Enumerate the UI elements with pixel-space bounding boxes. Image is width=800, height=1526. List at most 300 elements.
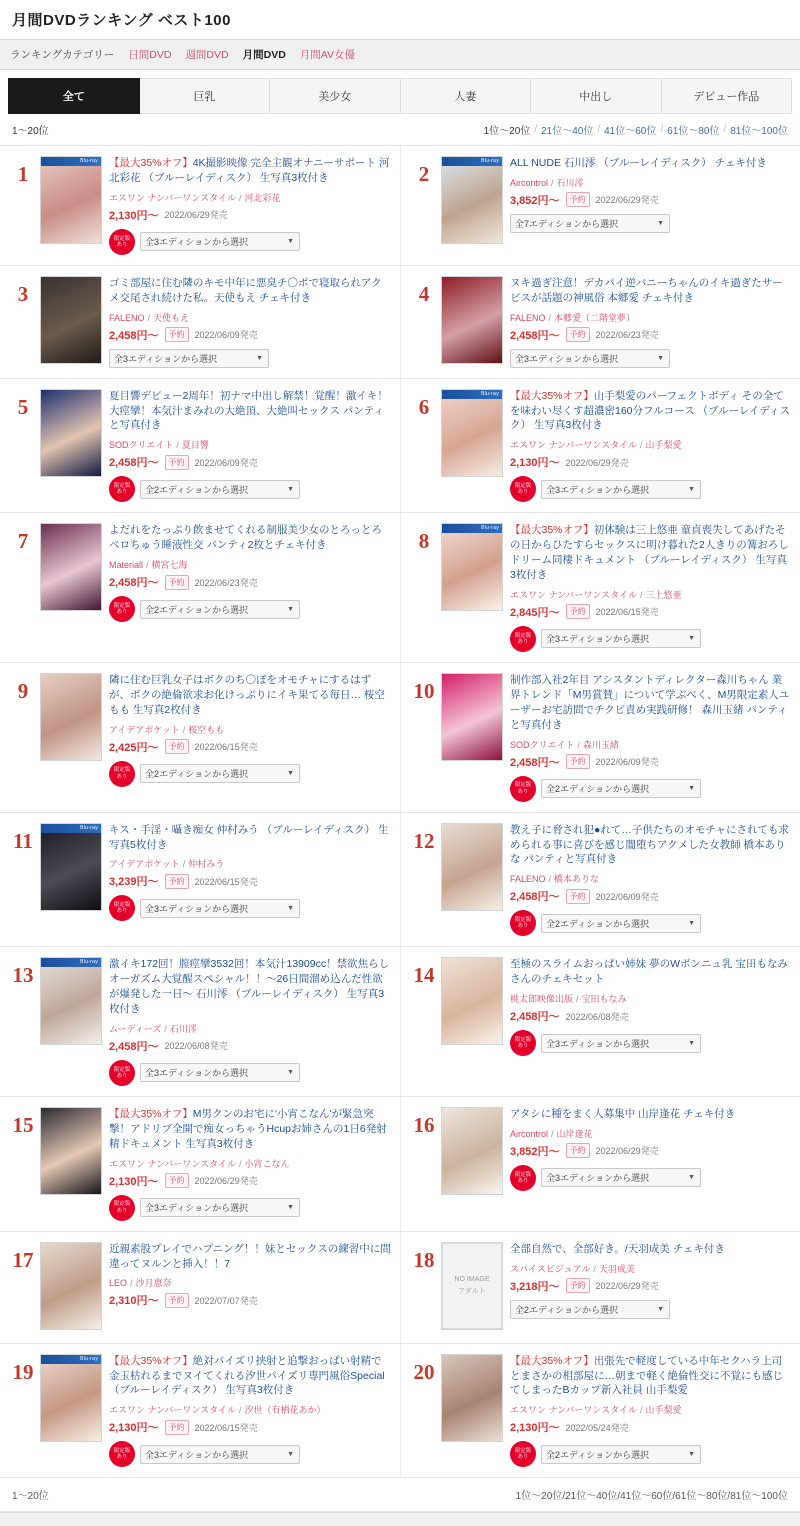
limited-edition-badge-line1: 限定版 xyxy=(113,235,131,242)
product-title-link[interactable] xyxy=(510,1354,792,1399)
thumbnail-link[interactable] xyxy=(40,1107,102,1221)
discount-label: 【最大35%オフ】 xyxy=(109,1107,193,1120)
ranking-item[interactable] xyxy=(400,513,800,663)
price: 3,852円〜 xyxy=(510,194,560,207)
item-info xyxy=(109,389,392,503)
bottom-pager-link-1[interactable]: 21位〜40位 xyxy=(565,1491,618,1503)
chevron-down-icon: ▼ xyxy=(688,1174,695,1182)
rank-number: 18 xyxy=(413,1247,435,1272)
product-thumbnail[interactable] xyxy=(441,276,503,364)
chevron-down-icon: ▼ xyxy=(688,919,695,927)
product-thumbnail[interactable] xyxy=(441,823,503,911)
genre-tabs xyxy=(0,70,800,114)
actress-link[interactable]: 森川玉緒 xyxy=(582,739,619,750)
limited-edition-badge-line2: あり xyxy=(116,609,128,616)
thumbnail-link[interactable] xyxy=(40,523,102,652)
chevron-down-icon: ▼ xyxy=(287,1204,294,1212)
actress-link[interactable]: 橋本ありな xyxy=(554,874,600,885)
maker-link[interactable]: FALENO xyxy=(510,312,546,323)
edition-select-value: 全7エディションから選択 xyxy=(515,218,619,229)
ranking-item[interactable] xyxy=(400,379,800,514)
ranking-item[interactable] xyxy=(0,1097,400,1232)
tab-4[interactable]: 中出し xyxy=(531,78,662,114)
category-link-0[interactable]: 日間DVD xyxy=(128,49,172,61)
edition-select[interactable] xyxy=(140,764,300,783)
thumbnail-link[interactable] xyxy=(441,156,503,255)
price: 2,458円〜 xyxy=(109,1040,159,1053)
bluray-badge: Blu-ray xyxy=(41,958,101,967)
product-title-link[interactable] xyxy=(510,156,792,171)
product-thumbnail[interactable] xyxy=(40,389,102,477)
maker-link[interactable]: SODクリエイト xyxy=(510,739,575,750)
edition-select[interactable] xyxy=(140,232,300,251)
thumbnail-link[interactable] xyxy=(441,1354,503,1468)
limited-edition-badge-line1: 限定版 xyxy=(514,1036,532,1043)
thumbnail-link[interactable] xyxy=(441,523,503,652)
product-title-link[interactable] xyxy=(109,823,392,853)
edition-select-value: 全3エディションから選択 xyxy=(145,1203,249,1214)
category-link-1[interactable]: 週間DVD xyxy=(185,49,229,61)
edition-select[interactable] xyxy=(140,1445,300,1464)
actress-link[interactable]: 小宵こなん xyxy=(244,1158,290,1169)
release-date: 2022/06/29発売 xyxy=(595,1146,659,1157)
release-date: 2022/06/29発売 xyxy=(164,210,228,221)
maker-actress-separator: / xyxy=(182,859,186,870)
edition-select[interactable] xyxy=(109,349,269,368)
price-line xyxy=(510,1143,792,1159)
item-info xyxy=(109,1242,392,1333)
product-title-link[interactable] xyxy=(109,673,392,718)
maker-link[interactable]: Aircontrol xyxy=(510,177,549,188)
maker-link[interactable]: Aircontrol xyxy=(510,1128,549,1139)
maker-actress xyxy=(510,872,792,885)
maker-actress-separator: / xyxy=(639,440,643,451)
top-pager-link-2[interactable]: 41位〜60位 xyxy=(604,126,657,137)
release-date: 2022/06/29発売 xyxy=(595,1281,659,1292)
thumbnail-link[interactable] xyxy=(40,1354,102,1468)
release-date: 2022/06/23発売 xyxy=(194,577,258,588)
thumbnail-link[interactable] xyxy=(441,1107,503,1221)
limited-edition-badge-line1: 限定版 xyxy=(113,602,131,609)
price-line xyxy=(510,1008,792,1024)
edition-bar xyxy=(510,626,792,652)
maker-actress-separator: / xyxy=(164,1023,167,1034)
limited-edition-badge xyxy=(109,596,135,622)
preorder-badge: 予約 xyxy=(165,739,189,754)
rank-number: 1 xyxy=(17,162,29,186)
price-line xyxy=(109,1292,392,1308)
thumbnail-link[interactable] xyxy=(441,957,503,1086)
maker-link[interactable]: エスワン ナンバーワンスタイル xyxy=(109,1405,236,1416)
price-line xyxy=(510,1278,792,1294)
edition-bar xyxy=(109,349,392,368)
maker-link[interactable]: エスワン ナンバーワンスタイル xyxy=(109,192,236,203)
maker-link[interactable]: FALENO xyxy=(510,874,546,885)
actress-link[interactable]: 夏目響 xyxy=(181,440,209,451)
product-title-link[interactable] xyxy=(109,389,392,434)
bottom-pager-link-0: 1位〜20位 xyxy=(515,1491,563,1503)
release-date: 2022/06/15発売 xyxy=(194,742,258,753)
category-bar xyxy=(0,40,800,70)
ranking-item[interactable] xyxy=(0,663,400,813)
thumbnail-link[interactable] xyxy=(441,1242,503,1333)
price-line xyxy=(109,454,392,470)
price: 2,845円〜 xyxy=(510,606,560,619)
actress-link[interactable]: 仲村みう xyxy=(188,859,225,870)
rank-number: 13 xyxy=(12,963,34,988)
edition-bar xyxy=(109,229,392,255)
actress-link[interactable]: 天使もえ xyxy=(153,312,190,323)
product-thumbnail[interactable] xyxy=(40,823,102,911)
limited-edition-badge-line1: 限定版 xyxy=(514,917,532,923)
edition-bar xyxy=(510,776,792,802)
maker-actress xyxy=(109,1276,392,1289)
product-thumbnail[interactable] xyxy=(441,673,503,761)
product-thumbnail[interactable] xyxy=(441,1107,503,1195)
edition-select-value: 全3エディションから選択 xyxy=(546,1038,650,1049)
edition-select[interactable] xyxy=(140,600,300,619)
item-info xyxy=(109,823,392,937)
limited-edition-badge xyxy=(510,476,536,502)
product-title-link[interactable] xyxy=(510,1107,792,1122)
ranking-item[interactable] xyxy=(0,1232,400,1344)
product-title-link[interactable] xyxy=(510,823,792,868)
thumbnail-link[interactable] xyxy=(441,823,503,937)
product-thumbnail[interactable] xyxy=(441,389,503,477)
category-link-3[interactable]: 月間AV女優 xyxy=(299,49,356,61)
thumbnail-link[interactable] xyxy=(40,1242,102,1333)
limited-edition-badge-line2: あり xyxy=(517,1177,529,1184)
actress-link[interactable]: 三上悠亜 xyxy=(645,589,682,600)
maker-link[interactable]: ムーディーズ xyxy=(109,1023,162,1034)
product-thumbnail[interactable] xyxy=(40,957,102,1045)
maker-link[interactable]: SODクリエイト xyxy=(109,440,174,451)
bluray-badge: Blu-ray xyxy=(442,157,502,166)
maker-actress xyxy=(510,1262,792,1275)
limited-edition-badge xyxy=(109,1441,135,1467)
product-title-text: 激イキ172回！膣痙攣3532回！本気汁13909cc！禁欲焦らしオーガズム大覚醒スペシャル！！〜26日間溜め込んだ性欲が爆発した一日〜 石川澪 （ブルーレイディスク） 生写真3枚付き xyxy=(109,958,390,1016)
limited-edition-badge-line2: あり xyxy=(116,1207,128,1214)
product-title-link[interactable] xyxy=(510,957,792,987)
top-pager xyxy=(0,114,800,146)
bottom-pager-link-4[interactable]: 81位〜100位 xyxy=(730,1491,788,1503)
maker-actress xyxy=(109,558,392,571)
price: 3,218円〜 xyxy=(510,1280,560,1293)
limited-edition-badge-line1: 限定版 xyxy=(113,902,131,909)
ranking-item[interactable] xyxy=(0,266,400,379)
price-line xyxy=(109,1173,392,1189)
bottom-pager-separator: / xyxy=(617,1491,621,1503)
maker-link[interactable]: アイデアポケット xyxy=(109,859,180,870)
maker-link[interactable]: スパイスビジュアル xyxy=(510,1263,591,1274)
item-info xyxy=(109,957,392,1086)
edition-select[interactable] xyxy=(140,1198,300,1217)
maker-actress-separator: / xyxy=(238,1158,242,1169)
maker-actress-separator: / xyxy=(577,739,580,750)
cover-art xyxy=(41,1355,101,1441)
price: 2,130円〜 xyxy=(109,1175,159,1188)
edition-select[interactable] xyxy=(140,899,300,918)
product-title-link[interactable] xyxy=(510,389,792,434)
item-info xyxy=(510,1242,792,1333)
product-title-link[interactable] xyxy=(510,276,792,306)
product-title-link[interactable] xyxy=(510,523,792,583)
cover-art xyxy=(41,1243,101,1329)
product-title-text: 近親素股プレイでハプニング！！妹とセックスの練習中に間違ってヌルンと挿入！！7 xyxy=(109,1242,391,1270)
actress-link[interactable]: 宝田もなみ xyxy=(581,994,627,1005)
thumbnail-link[interactable] xyxy=(441,673,503,802)
product-title-link[interactable] xyxy=(109,276,392,306)
top-pager-separator: / xyxy=(534,124,538,135)
tab-2[interactable]: 美少女 xyxy=(270,78,401,114)
maker-link[interactable]: FALENO xyxy=(109,312,145,323)
price: 2,425円〜 xyxy=(109,741,159,754)
maker-link[interactable]: エスワン ナンバーワンスタイル xyxy=(109,1158,236,1169)
ranking-item[interactable] xyxy=(0,813,400,948)
product-title-link[interactable] xyxy=(109,523,392,553)
ranking-item[interactable] xyxy=(0,513,400,663)
ranking-item[interactable] xyxy=(400,813,800,948)
product-thumbnail[interactable] xyxy=(40,1242,102,1330)
ranking-item[interactable] xyxy=(400,947,800,1097)
edition-select[interactable] xyxy=(541,1034,701,1053)
cover-art xyxy=(442,824,502,910)
product-thumbnail[interactable] xyxy=(40,1107,102,1195)
rank-number: 12 xyxy=(413,828,435,853)
actress-link[interactable]: 山岸逢花 xyxy=(556,1128,593,1139)
actress-link[interactable]: 本郷愛（二階堂夢） xyxy=(554,312,636,323)
edition-select[interactable] xyxy=(541,779,701,798)
edition-select[interactable] xyxy=(541,914,701,933)
cover-art xyxy=(41,1108,101,1194)
product-title-link[interactable] xyxy=(109,156,392,186)
product-title-text: 4K撮影映像 完全主観オナニーサポート 河北彩花 （ブルーレイディスク） 生写真3枚付き xyxy=(109,157,390,184)
product-thumbnail[interactable] xyxy=(40,673,102,761)
cover-art xyxy=(442,674,502,760)
actress-link[interactable]: 沙月恵奈 xyxy=(135,1278,172,1289)
pager-range: 1〜20位 xyxy=(12,126,49,137)
limited-edition-badge-line2: あり xyxy=(517,1043,529,1050)
maker-actress-separator: / xyxy=(593,1263,596,1274)
rank-number: 11 xyxy=(13,828,33,853)
ranking-item[interactable] xyxy=(400,1344,800,1479)
maker-actress-separator: / xyxy=(639,589,643,600)
chevron-down-icon: ▼ xyxy=(657,1305,664,1313)
edition-bar xyxy=(510,214,792,233)
bottom-pager-separator: / xyxy=(727,1491,731,1503)
product-title-text: 制作部入社2年目 アシスタントディレクター森川ちゃん 業界トレンド「M男賞賛」について学ぶべく、M男限定素人ユーザーお宅訪問でチクビ責め実践研修！ 森川玉緒 パンティと写真付き xyxy=(510,673,790,731)
chevron-down-icon: ▼ xyxy=(287,904,294,912)
limited-edition-badge xyxy=(510,776,536,802)
ranking-item[interactable] xyxy=(0,146,400,266)
ranking-item[interactable] xyxy=(400,663,800,813)
bottom-pager-link-3[interactable]: 61位〜80位 xyxy=(675,1491,728,1503)
limited-edition-badge-line2: あり xyxy=(116,773,128,780)
edition-select[interactable] xyxy=(510,1300,670,1319)
maker-link[interactable]: LEO xyxy=(109,1278,128,1289)
cover-art xyxy=(41,390,101,476)
actress-link[interactable]: 天羽成美 xyxy=(598,1263,635,1274)
product-title-text: ALL NUDE 石川澪 （ブルーレイディスク） チェキ付き xyxy=(510,157,767,169)
no-image-label: NO IMAGE xyxy=(454,1275,490,1283)
pager-links xyxy=(484,122,788,137)
maker-actress xyxy=(109,311,392,324)
preorder-badge: 予約 xyxy=(566,1278,590,1293)
edition-bar xyxy=(510,910,792,936)
thumbnail-link[interactable] xyxy=(40,823,102,937)
limited-edition-badge xyxy=(109,761,135,787)
maker-actress-separator: / xyxy=(548,312,552,323)
top-pager-link-1[interactable]: 21位〜40位 xyxy=(541,126,594,137)
ranking-item[interactable] xyxy=(400,266,800,379)
bottom-pager-link-2[interactable]: 41位〜60位 xyxy=(620,1491,673,1503)
tab-0[interactable]: 全て xyxy=(8,78,140,114)
limited-edition-badge-line1: 限定版 xyxy=(113,1066,131,1073)
price: 2,310円〜 xyxy=(109,1295,159,1308)
actress-link[interactable]: 石川澪 xyxy=(556,177,584,188)
edition-bar xyxy=(510,1165,792,1191)
price-line xyxy=(510,754,792,770)
ranking-item[interactable] xyxy=(400,146,800,266)
release-date: 2022/06/09発売 xyxy=(595,891,659,902)
rank-number: 9 xyxy=(17,678,29,703)
thumbnail-link[interactable] xyxy=(441,276,503,368)
tab-5[interactable]: デビュー作品 xyxy=(662,78,793,114)
product-thumbnail[interactable] xyxy=(441,1242,503,1330)
maker-link[interactable]: アイデアポケット xyxy=(109,724,180,735)
edition-bar xyxy=(109,761,392,787)
category-link-2[interactable]: 月間DVD xyxy=(242,49,286,61)
maker-actress-separator: / xyxy=(130,1278,133,1289)
ranking-item[interactable] xyxy=(400,1232,800,1344)
product-title-link[interactable] xyxy=(109,1354,392,1399)
top-pager-link-3[interactable]: 61位〜80位 xyxy=(667,126,720,137)
ranking-item[interactable] xyxy=(0,379,400,514)
actress-link[interactable]: 山手梨愛 xyxy=(645,440,682,451)
ranking-item[interactable] xyxy=(0,1344,400,1479)
thumbnail-link[interactable] xyxy=(441,389,503,503)
product-title-link[interactable] xyxy=(109,1107,392,1152)
edition-select[interactable] xyxy=(541,629,701,648)
tab-3[interactable]: 人妻 xyxy=(401,78,532,114)
price-line xyxy=(510,888,792,904)
rank-number: 15 xyxy=(12,1112,34,1137)
top-pager-link-4[interactable]: 81位〜100位 xyxy=(730,126,788,137)
limited-edition-badge xyxy=(510,626,536,652)
edition-bar xyxy=(109,1441,392,1467)
product-title-text: キス・手淫・囁き痴女 仲村みう （ブルーレイディスク） 生写真5枚付き xyxy=(109,823,389,851)
price: 2,458円〜 xyxy=(109,577,159,590)
rank-number: 2 xyxy=(418,162,430,186)
item-info xyxy=(510,389,792,503)
maker-actress xyxy=(510,176,792,189)
maker-link[interactable]: エスワン ナンバーワンスタイル xyxy=(510,440,637,451)
limited-edition-badge-line2: あり xyxy=(116,489,128,496)
ranking-item[interactable] xyxy=(0,947,400,1097)
cover-art xyxy=(41,824,101,910)
actress-link[interactable]: 山手梨愛 xyxy=(645,1405,682,1416)
price: 2,458円〜 xyxy=(109,457,159,470)
limited-edition-badge-line1: 限定版 xyxy=(514,483,532,490)
product-thumbnail[interactable] xyxy=(441,1354,503,1442)
actress-link[interactable]: 横宮七海 xyxy=(151,560,188,571)
product-title-link[interactable] xyxy=(109,1242,392,1272)
maker-actress-separator: / xyxy=(639,1405,643,1416)
product-thumbnail[interactable] xyxy=(441,156,503,244)
price-line xyxy=(109,873,392,889)
product-title-link[interactable] xyxy=(510,673,792,733)
actress-link[interactable]: 河北彩花 xyxy=(244,192,281,203)
product-thumbnail[interactable] xyxy=(441,957,503,1045)
maker-actress xyxy=(109,857,392,870)
limited-edition-badge xyxy=(510,910,536,936)
release-date: 2022/07/07発売 xyxy=(194,1295,258,1306)
thumbnail-link[interactable] xyxy=(40,957,102,1086)
edition-select[interactable] xyxy=(541,1168,701,1187)
thumbnail-link[interactable] xyxy=(40,673,102,802)
actress-link[interactable]: 汐世（有栖花あか） xyxy=(244,1405,326,1416)
limited-edition-badge-line1: 限定版 xyxy=(113,483,131,490)
actress-link[interactable]: 桜空もも xyxy=(188,724,225,735)
item-info xyxy=(109,276,392,368)
price: 2,130円〜 xyxy=(109,1422,159,1435)
product-thumbnail[interactable] xyxy=(441,523,503,611)
product-title-text: 絶対パイズリ挟射と追撃おっぱい射精で金玉枯れるまでヌイてくれる汐世パイズリ専門風俗Special （ブルーレイディスク） 生写真3枚付き xyxy=(109,1354,385,1397)
price-line xyxy=(109,207,392,223)
product-thumbnail[interactable] xyxy=(40,156,102,244)
edition-select[interactable] xyxy=(510,349,670,368)
chevron-down-icon: ▼ xyxy=(657,354,664,362)
maker-link[interactable]: エスワン ナンバーワンスタイル xyxy=(510,1405,637,1416)
thumbnail-link[interactable] xyxy=(40,156,102,255)
edition-select[interactable] xyxy=(140,1063,300,1082)
product-title-link[interactable] xyxy=(109,957,392,1017)
product-title-link[interactable] xyxy=(510,1242,792,1257)
edition-select[interactable] xyxy=(510,214,670,233)
maker-link[interactable]: エスワン ナンバーワンスタイル xyxy=(510,589,637,600)
preorder-badge: 予約 xyxy=(566,192,590,207)
product-thumbnail[interactable] xyxy=(40,1354,102,1442)
bluray-badge: Blu-ray xyxy=(442,524,502,533)
tab-1[interactable]: 巨乳 xyxy=(140,78,271,114)
chevron-down-icon: ▼ xyxy=(287,485,294,493)
product-title-text: 教え子に脅され犯●れて…子供たちのオモチャにされても求められる事に喜びを感じ闇堕ちアクメした女教師 橋本ありな パンティと写真付き xyxy=(510,823,790,866)
edition-select[interactable] xyxy=(541,480,701,499)
product-thumbnail[interactable] xyxy=(40,276,102,364)
ranking-item[interactable] xyxy=(400,1097,800,1232)
limited-edition-badge xyxy=(510,1441,536,1467)
edition-bar xyxy=(109,1060,392,1086)
edition-select[interactable] xyxy=(541,1445,701,1464)
thumbnail-link[interactable] xyxy=(40,389,102,503)
price: 2,130円〜 xyxy=(510,457,560,470)
chevron-down-icon: ▼ xyxy=(688,1450,695,1458)
product-thumbnail[interactable] xyxy=(40,523,102,611)
price-line xyxy=(109,1419,392,1435)
maker-link[interactable]: Materiall xyxy=(109,560,144,571)
edition-select[interactable] xyxy=(140,480,300,499)
release-date: 2022/06/29発売 xyxy=(194,1176,258,1187)
thumbnail-link[interactable] xyxy=(40,276,102,368)
chevron-down-icon: ▼ xyxy=(688,635,695,643)
actress-link[interactable]: 石川澪 xyxy=(169,1023,197,1034)
price: 2,130円〜 xyxy=(510,1422,560,1435)
preorder-badge: 予約 xyxy=(165,874,189,889)
maker-link[interactable]: 桃太郎映像出版 xyxy=(510,994,574,1005)
chevron-down-icon: ▼ xyxy=(688,485,695,493)
product-title-text: ヌキ過ぎ注意！デカパイ逆バニーちゃんのイキ過ぎたサービスが話題の神風俗 本郷愛 チェキ付き xyxy=(510,276,783,304)
edition-bar xyxy=(109,1195,392,1221)
